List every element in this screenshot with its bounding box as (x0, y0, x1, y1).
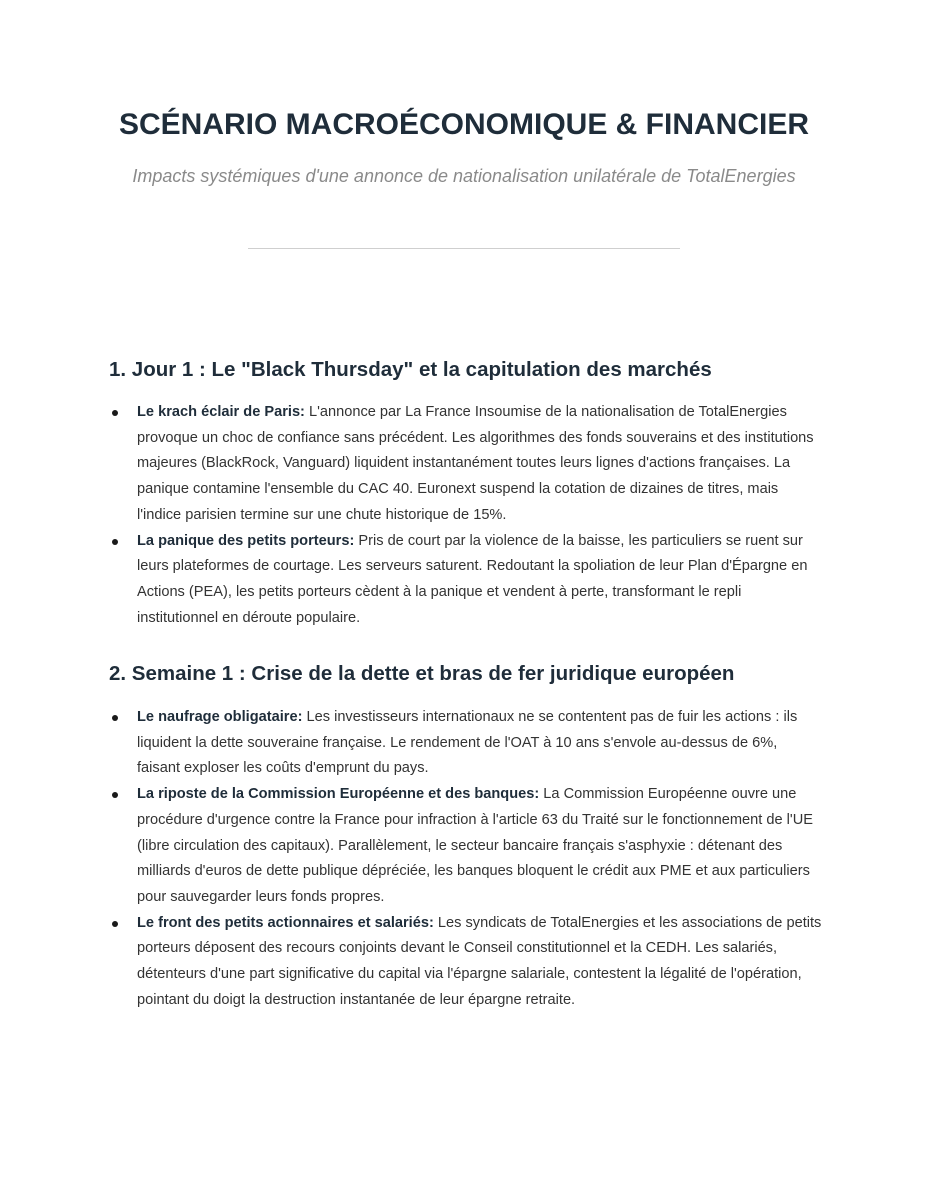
item-lead: Le front des petits actionnaires et salariés: (137, 914, 434, 931)
item-text: L'annonce par La France Insoumise de la nationalisation de TotalEnergies provoque un choc de confiance sans précédent. Les algorithmes des fonds souverains et des institutions majeures (BlackRock, Vanguard) liquident instantanément toutes leurs lignes d'actions françaises. La panique contamine l'ensemble du CAC 40. Euronext suspend la cotation de dizaines de titres, mais l'indice parisien termine sur une chute historique de 15%. (137, 404, 814, 523)
bullet-icon (112, 715, 118, 721)
bullet-icon (112, 410, 118, 416)
document-title: SCÉNARIO MACROÉCONOMIQUE & FINANCIER (118, 108, 809, 141)
list-item (109, 911, 824, 1014)
item-lead: La riposte de la Commission Européenne et des banques: (137, 786, 540, 803)
section-2-list (109, 705, 824, 1013)
document-subtitle: Impacts systémiques d'une annonce de nationalisation unilatérale de TotalEnergies (132, 166, 796, 186)
item-text: Les investisseurs internationaux ne se contentent pas de fuir les actions : ils liquident la dette souveraine française. Le rendement de l'OAT à 10 ans s'envole au-dessus de 6%, faisant exploser les coûts d'emprunt du pays. (137, 709, 798, 777)
list-item (109, 529, 824, 632)
item-text: Les syndicats de TotalEnergies et les associations de petits porteurs déposent des recours conjoints devant le Conseil constitutionnel et la CEDH. Les salariés, détenteurs d'une part significative du capital via l'épargne salariale, contestent la légalité de l'opération, pointant du doigt la destruction instantanée de leur épargne retraite. (137, 914, 822, 1008)
bullet-icon (112, 792, 118, 798)
section-title-1: 1. Jour 1 : Le "Black Thursday" et la capitulation des marchés (109, 358, 712, 381)
item-lead: Le naufrage obligataire: (137, 709, 303, 725)
title-divider (248, 248, 680, 249)
item-lead: La panique des petits porteurs: (137, 532, 355, 549)
item-text: Pris de court par la violence de la baisse, les particuliers se ruent sur leurs plateformes de courtage. Les serveurs saturent. Redoutant la spoliation de leur Plan d'Épargne en Actions (PEA), les petits porteurs cèdent à la panique et vendent à perte, transformant le repli institutionnel en déroute populaire. (137, 532, 808, 626)
list-item (109, 400, 824, 529)
list-item (109, 705, 824, 782)
bullet-icon (112, 921, 118, 927)
item-lead: Le krach éclair de Paris: (137, 404, 305, 420)
section-1-list (109, 400, 824, 631)
item-text: La Commission Européenne ouvre une procédure d'urgence contre la France pour infraction à l'article 63 du Traité sur le fonctionnement de l'UE (libre circulation des capitaux). Parallèlement, le secteur bancaire français s'asphyxie : détenant des milliards d'euros de dette publique dépréciée, les banques bloquent le crédit aux PME et aux particuliers pour sauvegarder leurs fonds propres. (137, 786, 813, 905)
list-item (109, 782, 824, 911)
bullet-icon (112, 539, 118, 545)
section-title-2: 2. Semaine 1 : Crise de la dette et bras de fer juridique européen (109, 662, 735, 685)
